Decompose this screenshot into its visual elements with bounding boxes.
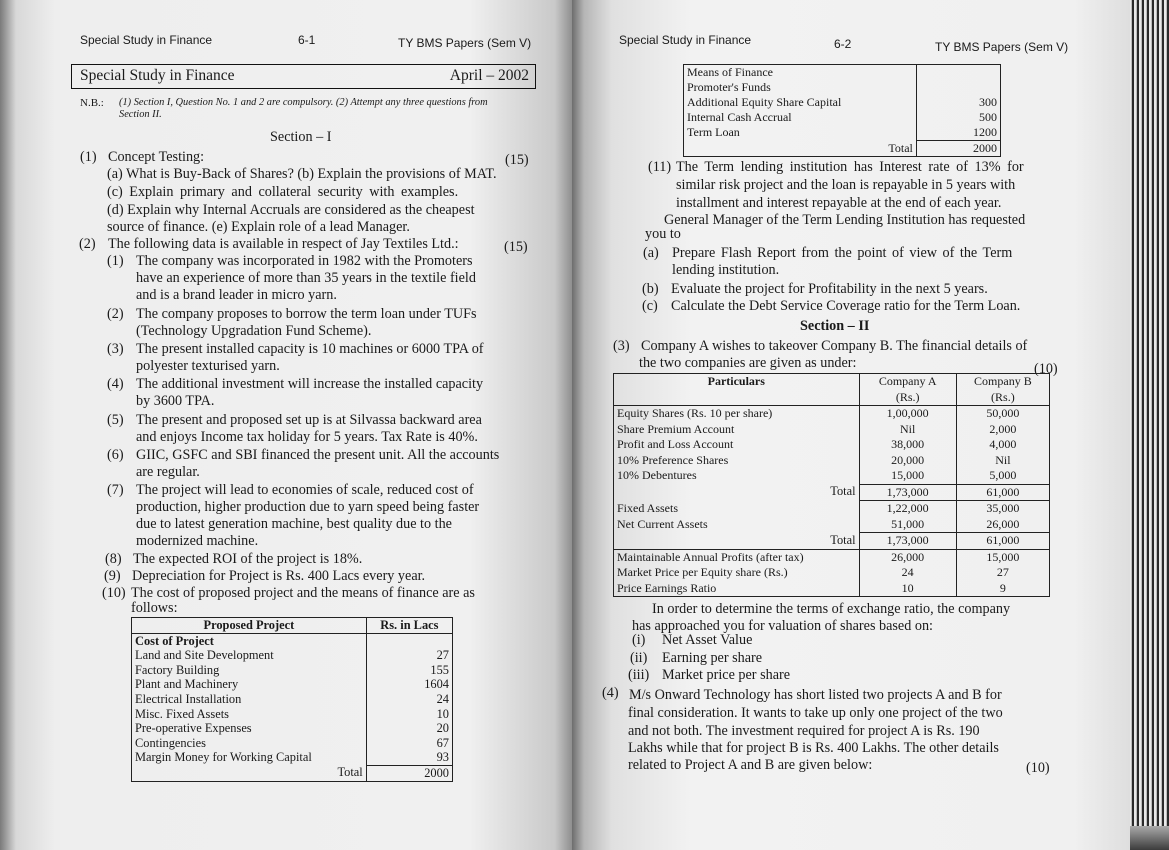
- unit-label: (Rs.): [991, 389, 1015, 404]
- title-box: [71, 64, 536, 89]
- row-value: 1604: [366, 677, 452, 692]
- q2-item-line: polyester texturised yarn.: [136, 358, 280, 374]
- q3-line-1: Company A wishes to takeover Company B. The financial details of: [641, 338, 1028, 354]
- table-row: [614, 406, 1050, 422]
- row-value: 20: [366, 721, 452, 736]
- q2-item-number: (8): [105, 551, 122, 567]
- row-label: Promoter's Funds: [684, 80, 917, 95]
- valuation-item-text: Market price per share: [662, 667, 791, 683]
- table-row: [614, 533, 1050, 550]
- valuation-item-number: (ii): [630, 650, 648, 666]
- row-value-a: 51,000: [859, 517, 956, 533]
- table-header-rs-in-lacs: Rs. in Lacs: [366, 618, 452, 634]
- q2-item-line: The present and proposed set up is at Silvassa backward area: [136, 412, 482, 428]
- section-2-heading: Section – II: [800, 318, 870, 334]
- paper-title: Special Study in Finance: [80, 67, 235, 84]
- q2-item-line: The cost of proposed project and the means of finance are as: [131, 585, 475, 601]
- table-row: [614, 581, 1050, 597]
- q2-item-line: and is a brand leader in micro yarn.: [136, 287, 337, 303]
- row-value-a: 1,00,000: [859, 406, 956, 422]
- left-page-number: 6-1: [298, 33, 316, 47]
- row-label: Profit and Loss Account: [614, 437, 860, 453]
- table-row: [614, 453, 1050, 469]
- q2-item-line: have an experience of more than 35 years in the textile field: [136, 270, 476, 286]
- q2-item-11-number: (11): [648, 159, 672, 175]
- task-number: (c): [642, 298, 658, 314]
- task-line: Calculate the Debt Service Coverage ratio for the Term Loan.: [671, 298, 1021, 314]
- table-row: [684, 65, 1001, 81]
- q1-line-d2: source of finance. (e) Explain role of a lead Manager.: [107, 219, 410, 235]
- unit-label: (Rs.): [895, 389, 920, 404]
- row-value: 27: [366, 648, 452, 663]
- total-value-b: 61,000: [956, 533, 1049, 550]
- q2-item-line: by 3600 TPA.: [136, 393, 215, 409]
- valuation-line-2: has approached you for valuation of shares based on:: [632, 618, 933, 634]
- q2-item-line: are regular.: [136, 464, 200, 480]
- q2-item-11-line: installment and interest repayable at the end of each year.: [676, 195, 1002, 211]
- q2-item-11-line: similar risk project and the loan is repayable in 5 years with: [676, 177, 1016, 193]
- table-row: [132, 663, 453, 678]
- means-heading: Means of Finance: [684, 65, 917, 81]
- valuation-item-number: (iii): [628, 667, 650, 683]
- row-label: 10% Preference Shares: [614, 453, 860, 469]
- table-row: [614, 565, 1050, 581]
- company-comparison-table: [613, 373, 1050, 597]
- q2-item-11-line: The Term lending institution has Interest rate of 13% for: [676, 159, 1024, 175]
- table-row: [684, 125, 1001, 141]
- valuation-item-number: (i): [632, 632, 646, 648]
- q4-line: M/s Onward Technology has short listed two projects A and B for: [629, 687, 1002, 703]
- q4-line: and not both. The investment required for project A is Rs. 190: [628, 723, 980, 739]
- right-header-series: TY BMS Papers (Sem V): [935, 40, 1069, 54]
- q2-item-line: The company was incorporated in 1982 with the Promoters: [136, 253, 473, 269]
- table-row: [132, 692, 453, 707]
- q2-number: (2): [79, 236, 96, 252]
- row-label: Term Loan: [684, 125, 917, 141]
- row-label: Net Current Assets: [614, 517, 860, 533]
- row-value: 500: [916, 110, 1000, 125]
- col-header-company-b: [956, 374, 1049, 406]
- row-label: Electrical Installation: [132, 692, 367, 707]
- q2-item-number: (9): [104, 568, 121, 584]
- row-value-b: 9: [956, 581, 1049, 597]
- q4-line: Lakhs while that for project B is Rs. 400 Lakhs. The other details: [628, 740, 999, 756]
- table-row: [132, 736, 453, 751]
- table-header-proposed-project: Proposed Project: [132, 618, 367, 634]
- right-header-title: Special Study in Finance: [619, 33, 752, 47]
- total-value: 2000: [916, 141, 1000, 157]
- row-value: [916, 80, 1000, 95]
- task-line: lending institution.: [672, 262, 780, 278]
- q2-item-line: and enjoys Income tax holiday for 5 years. Tax Rate is 40%.: [136, 429, 478, 445]
- row-label: Margin Money for Working Capital: [132, 750, 367, 765]
- total-value-a: 1,73,000: [859, 533, 956, 550]
- row-value-b: Nil: [956, 453, 1049, 469]
- row-label: Pre-operative Expenses: [132, 721, 367, 736]
- row-label: Internal Cash Accrual: [684, 110, 917, 125]
- total-label: Total: [684, 141, 917, 157]
- row-label: Contingencies: [132, 736, 367, 751]
- total-value: 2000: [366, 765, 452, 781]
- nb-label: N.B.:: [80, 97, 104, 109]
- table-row: [614, 517, 1050, 533]
- q4-number: (4): [602, 685, 619, 701]
- row-label: 10% Debentures: [614, 468, 860, 484]
- row-value: 24: [366, 692, 452, 707]
- table-row: [614, 501, 1050, 517]
- table-row: [132, 633, 453, 648]
- row-value-b: 4,000: [956, 437, 1049, 453]
- total-value-b: 61,000: [956, 484, 1049, 501]
- valuation-line-1: In order to determine the terms of exchange ratio, the company: [652, 601, 1011, 617]
- q2-item-number: (10): [102, 585, 126, 601]
- q3-line-2: the two companies are given as under:: [639, 355, 857, 371]
- section-1-heading: Section – I: [270, 129, 332, 145]
- q2-item-number: (6): [107, 447, 124, 463]
- row-label: Fixed Assets: [614, 501, 860, 517]
- table-row: [132, 707, 453, 722]
- row-value: 67: [366, 736, 452, 751]
- total-label: Total: [614, 533, 860, 550]
- q4-line: related to Project A and B are given below:: [628, 757, 873, 773]
- q1-number: (1): [80, 149, 97, 165]
- q2-item-line: production, higher production due to yarn speed being faster: [136, 499, 480, 515]
- row-value: 155: [366, 663, 452, 678]
- row-value-b: 2,000: [956, 422, 1049, 438]
- q2-item-line: The present installed capacity is 10 machines or 6000 TPA of: [136, 341, 484, 357]
- table-row: [132, 765, 453, 781]
- row-value-a: 20,000: [859, 453, 956, 469]
- row-value: 93: [366, 750, 452, 765]
- valuation-item-text: Earning per share: [662, 650, 763, 666]
- row-value-b: 5,000: [956, 468, 1049, 484]
- right-page-number: 6-2: [834, 37, 852, 51]
- table-row: [132, 677, 453, 692]
- q2-item-number: (3): [107, 341, 124, 357]
- row-label: Equity Shares (Rs. 10 per share): [614, 406, 860, 422]
- q1-title: Concept Testing:: [108, 149, 205, 165]
- nb-line-2: Section II.: [119, 109, 162, 120]
- q2-item-line: The project will lead to economies of scale, reduced cost of: [136, 482, 474, 498]
- row-label: Misc. Fixed Assets: [132, 707, 367, 722]
- table-row: [132, 721, 453, 736]
- q2-item-line: Depreciation for Project is Rs. 400 Lacs every year.: [132, 568, 426, 584]
- row-value-a: 1,22,000: [859, 501, 956, 517]
- table-row: [132, 750, 453, 765]
- q2-marks: (15): [504, 239, 528, 255]
- table-row: [614, 549, 1050, 565]
- q2-item-number: (1): [107, 253, 124, 269]
- q1-marks: (15): [505, 152, 529, 168]
- q2-item-line: (Technology Upgradation Fund Scheme).: [136, 323, 372, 339]
- table-row: [684, 95, 1001, 110]
- table-row: [614, 437, 1050, 453]
- q2-item-number: (2): [107, 306, 124, 322]
- task-line: Evaluate the project for Profitability in the next 5 years.: [671, 281, 988, 297]
- table-row: [132, 648, 453, 663]
- row-value-a: 38,000: [859, 437, 956, 453]
- row-label: Market Price per Equity share (Rs.): [614, 565, 860, 581]
- row-value-b: 27: [956, 565, 1049, 581]
- valuation-item-text: Net Asset Value: [662, 632, 753, 648]
- total-label: Total: [132, 765, 367, 781]
- paper-date: April – 2002: [449, 67, 529, 84]
- q2-title: The following data is available in respect of Jay Textiles Ltd.:: [108, 236, 459, 252]
- table-row: [614, 468, 1050, 484]
- left-header-title: Special Study in Finance: [80, 33, 213, 47]
- q3-number: (3): [613, 338, 630, 354]
- q1-line-d: (d) Explain why Internal Accruals are considered as the cheapest: [107, 202, 475, 218]
- row-value-a: 24: [859, 565, 956, 581]
- row-value-b: 26,000: [956, 517, 1049, 533]
- table-row: [614, 422, 1050, 438]
- cost-of-project-label: Cost of Project: [132, 633, 367, 648]
- row-value-a: Nil: [859, 422, 956, 438]
- row-label: Share Premium Account: [614, 422, 860, 438]
- table-row: [684, 80, 1001, 95]
- right-page: [572, 0, 1130, 850]
- row-value-a: 26,000: [859, 549, 956, 565]
- row-label: Price Earnings Ratio: [614, 581, 860, 597]
- task-number: (b): [642, 281, 659, 297]
- q2-item-line: follows:: [131, 600, 178, 616]
- row-value-b: 15,000: [956, 549, 1049, 565]
- proposed-project-table: [131, 617, 453, 782]
- table-row: [614, 484, 1050, 501]
- q1-line-c: (c) Explain primary and collateral security with examples.: [107, 184, 459, 200]
- left-page: [0, 0, 572, 850]
- q3-marks: (10): [1034, 361, 1058, 377]
- q4-marks: (10): [1026, 760, 1050, 776]
- gm-line-2: you to: [645, 226, 681, 242]
- row-label: Factory Building: [132, 663, 367, 678]
- q2-item-number: (5): [107, 412, 124, 428]
- means-of-finance-table: [683, 64, 1001, 157]
- task-number: (a): [643, 245, 659, 261]
- row-label: Plant and Machinery: [132, 677, 367, 692]
- table-row: [684, 141, 1001, 157]
- q4-line: final consideration. It wants to take up only one project of the two: [628, 705, 1003, 721]
- row-label: Additional Equity Share Capital: [684, 95, 917, 110]
- q1-line-a: (a) What is Buy-Back of Shares? (b) Explain the provisions of MAT.: [107, 166, 497, 182]
- gm-line-1: General Manager of the Term Lending Institution has requested: [664, 212, 1026, 228]
- left-header-series: TY BMS Papers (Sem V): [398, 36, 532, 50]
- col-header-company-a: [859, 374, 956, 406]
- row-label: Maintainable Annual Profits (after tax): [614, 549, 860, 565]
- q2-item-line: The company proposes to borrow the term loan under TUFs: [136, 306, 477, 322]
- table-row: [684, 110, 1001, 125]
- table-row: [614, 374, 1050, 406]
- task-line: Prepare Flash Report from the point of view of the Term: [672, 245, 1013, 261]
- q2-item-line: The expected ROI of the project is 18%.: [133, 551, 363, 567]
- row-value: 300: [916, 95, 1000, 110]
- total-label: Total: [614, 484, 860, 501]
- row-value-a: 15,000: [859, 468, 956, 484]
- nb-line-1: (1) Section I, Question No. 1 and 2 are compulsory. (2) Attempt any three questions from: [119, 97, 488, 108]
- q2-item-line: modernized machine.: [136, 533, 259, 549]
- q2-item-line: GIIC, GSFC and SBI financed the present unit. All the accounts: [136, 447, 500, 463]
- total-value-a: 1,73,000: [859, 484, 956, 501]
- q2-item-number: (7): [107, 482, 124, 498]
- row-value-a: 10: [859, 581, 956, 597]
- col-header-company-b-name: Company B: [974, 374, 1032, 388]
- col-header-company-a-name: Company A: [878, 374, 937, 388]
- q2-item-line: due to latest generation machine, best quality due to the: [136, 516, 452, 532]
- row-label: Land and Site Development: [132, 648, 367, 663]
- row-value: 10: [366, 707, 452, 722]
- q2-item-line: The additional investment will increase the installed capacity: [136, 376, 484, 392]
- row-value: 1200: [916, 125, 1000, 141]
- col-header-particulars: Particulars: [614, 374, 860, 406]
- row-value-b: 35,000: [956, 501, 1049, 517]
- q2-item-number: (4): [107, 376, 124, 392]
- row-value-b: 50,000: [956, 406, 1049, 422]
